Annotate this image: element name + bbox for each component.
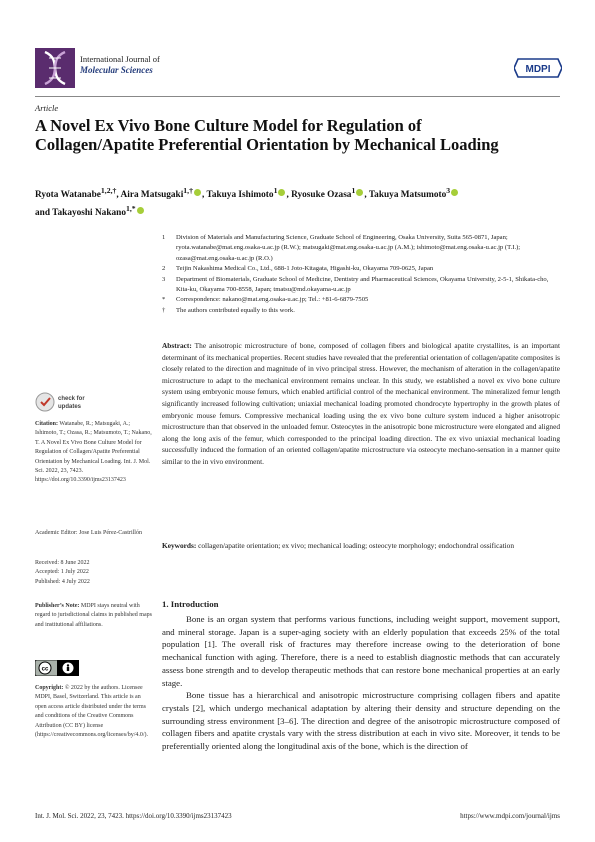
- author-name[interactable]: Ryota Watanabe: [35, 190, 101, 201]
- copyright-label: Copyright:: [35, 685, 64, 691]
- publisher-note: [35, 602, 153, 630]
- author-sup: 1,*: [125, 204, 136, 214]
- received-date: Received: 8 June 2022: [35, 560, 90, 566]
- affiliation-item: [162, 295, 562, 305]
- publisher-note-label: Publisher’s Note:: [35, 603, 80, 609]
- affiliation-text: Department of Biomaterials, Graduate School of Medicine, Dentistry and Pharmaceutical Sciences, Okayama University, 2-5-1, Shikata-cho, Kita-ku, Okayama 700-8558, Japan; tmatsu@md.okayama-u.ac.jp: [176, 275, 549, 294]
- svg-text:updates: updates: [58, 404, 82, 410]
- orcid-icon[interactable]: [451, 189, 458, 196]
- journal-logo-icon: [35, 48, 75, 88]
- publisher-note-text: MDPI stays neutral with regard to jurisdictional claims in published maps and institutional affiliations.: [35, 603, 152, 628]
- cc-by-license-icon[interactable]: [35, 660, 79, 676]
- citation-text: Watanabe, R.; Matsugaki, A.; Ishimoto, T.; Ozasa, R.; Matsumoto, T.; Nakano, T. A Novel Ex Vivo Bone Culture Model for Regulation of Collagen/Apatite Preferential Orientation by Mechanical Loading. Int. J. Mol. Sci. 2022, 23, 7423. https://doi.org/10.3390/ijms23137423: [35, 421, 152, 484]
- copyright-block: [35, 684, 153, 740]
- keywords-text: collagen/apatite orientation; ex vivo; mechanical loading; osteocyte morphology; endochondral ossification: [198, 541, 515, 550]
- affiliation-mark: 3: [162, 275, 166, 283]
- introduction-body: [162, 613, 560, 753]
- section-title: 1. Introduction: [162, 599, 219, 609]
- journal-name: [80, 54, 160, 76]
- affiliation-text: The authors contributed equally to this work.: [176, 306, 295, 314]
- svg-text:check for: check for: [58, 396, 85, 402]
- affiliation-text: Division of Materials and Manufacturing Science, Graduate School of Engineering, Osaka University, Suita 565-0871, Japan; ryota.watanabe@mat.eng.osaka-u.ac.jp (R.W.); matsugaki@mat.eng.osaka-u.ac.jp (A.M.); ishimoto@mat.eng.osaka-u.ac.jp (T.I.); ozasa@mat.eng.osaka-u.ac.jp (R.O.): [176, 234, 521, 262]
- author-name[interactable]: Takayoshi Nakano: [52, 208, 126, 219]
- copyright-text: © 2022 by the authors. Licensee MDPI, Basel, Switzerland. This article is an open access article distributed under the terms and conditions of the Creative Commons Attribution (CC BY) license (https://creativecommons.org/licenses/by/4.0/).: [35, 685, 149, 739]
- affiliation-mark: †: [162, 306, 166, 314]
- editor-block: [35, 529, 153, 538]
- affiliation-mark: 2: [162, 265, 166, 273]
- dates-block: [35, 559, 153, 587]
- editor-name: Jose Luis Pérez-Castrillón: [78, 530, 142, 536]
- orcid-icon[interactable]: [194, 189, 201, 196]
- affiliation-mark: 1: [162, 234, 166, 241]
- author-name[interactable]: Ryosuke Ozasa: [291, 190, 352, 201]
- affiliation-mark: *: [162, 296, 166, 304]
- abstract-text: The anisotropic microstructure of bone, composed of collagen fibers and biological apatite crystallites, is an important determinant of its mechanical properties. Recent studies have revealed that the preferential orientation of collagen/apatite composites is closely related to the direction and magnitude of in vivo principal stress. However, the mechanism of alteration in the collagen/apatite microstructure to adapt to the mechanical environment remains unclear. In this study, we established a novel ex vivo bone culture system using embryonic mouse femurs, which enabled artificial control of the mechanical environment. The mineralized femur length significantly increased following cultivation; uniaxial mechanical loading promoted chondrocyte hypertrophy in the growth plates of embryonic mouse femurs. Compressive mechanical loading using the ex vivo bone culture system induced a higher anisotropic microstructure than that observed in the unloaded femur. Osteocytes in the anisotropic bone microstructure were elongated and aligned along the long axis of the femur, which corresponded to the principal loading direction. The ex vivo uniaxial mechanical loading successfully induced the formation of an oriented collagen/apatite microstructure via osteocyte mechano-sensation in a manner quite similar to the in vivo environment.: [162, 341, 560, 466]
- author-name[interactable]: Takuya Matsumoto: [368, 190, 447, 201]
- journal-name-line1: International Journal of: [80, 54, 160, 64]
- affiliation-item: [162, 264, 562, 274]
- article-type: Article: [35, 103, 59, 113]
- affiliation-item: [162, 306, 562, 316]
- keywords-label: Keywords:: [162, 541, 197, 550]
- svg-text:cc: cc: [41, 666, 49, 673]
- author-sup: 1: [273, 186, 278, 195]
- author-name[interactable]: Takuya Ishimoto: [206, 190, 274, 201]
- author-sup: 3: [446, 186, 451, 195]
- check-for-updates-icon[interactable]: [35, 390, 95, 414]
- author-list: Ryota Watanabe$^{1,2,\dagger}$, Aira Matsugaki$^{1,\dagger}$ , Takuya Ishimoto$^1$ , Ryosuke Ozasa$^1$ , Takuya Matsumoto$^3$ and Takayoshi Nakano$^{1,*}$: [35, 184, 560, 220]
- intro-paragraph: Bone tissue has a hierarchical and anisotropic microstructure comprising collagen fibers and apatite crystals [2], which undergo mechanical adaptation by altering their density and structure depending on the surrounding stress environment [3–6]. The direction and degree of the anisotropic microstructure composed of collagen fibers and apatite crystals vary with the stress distribution at each in vivo site. Moreover, it tends to be preferentially oriented along the longitudinal axis of the bone, which is the direction of: [162, 690, 560, 752]
- abstract: [162, 340, 560, 468]
- page-footer: [35, 812, 560, 820]
- affiliation-item: [162, 233, 562, 264]
- author-sup: 1,†: [183, 186, 193, 195]
- affiliation-text: Correspondence: nakano@mat.eng.osaka-u.ac.jp; Tel.: +81-6-6879-7505: [176, 296, 369, 304]
- citation-block: [35, 420, 153, 486]
- accepted-date: Accepted: 1 July 2022: [35, 569, 89, 576]
- header-divider: [35, 96, 560, 97]
- orcid-icon[interactable]: [137, 207, 144, 214]
- author-name[interactable]: Aira Matsugaki: [120, 190, 184, 201]
- abstract-label: Abstract:: [162, 341, 192, 350]
- affiliation-item: [162, 275, 562, 296]
- keywords: [162, 540, 560, 552]
- author-sup: 1: [351, 186, 356, 195]
- citation-label: Citation:: [35, 421, 58, 427]
- affiliations: [162, 233, 562, 316]
- journal-name-line2: Molecular Sciences: [80, 65, 153, 75]
- author-sup: 1,2,†: [100, 186, 117, 195]
- intro-paragraph: Bone is an organ system that performs various functions, including weight support, movement support, and mineral storage. Japan is a super-aging society with an elderly population that exceeds 25% of the total population [1]. The overall risk of fractures may therefore increase owing to the deterioration of bone mechanical function with aging. Therefore, there is a need to establish diagnostic methods that can accurately assess bone strength and to develop therapeutic methods that can restore bone mechanical properties at an early stage.: [162, 614, 560, 688]
- orcid-icon[interactable]: [278, 189, 285, 196]
- footer-citation[interactable]: Int. J. Mol. Sci. 2022, 23, 7423. https://doi.org/10.3390/ijms23137423: [35, 812, 232, 820]
- orcid-icon[interactable]: [356, 189, 363, 196]
- footer-journal-url[interactable]: https://www.mdpi.com/journal/ijms: [460, 812, 560, 820]
- editor-label: Academic Editor:: [35, 530, 78, 536]
- paper-title: A Novel Ex Vivo Bone Culture Model for Regulation of Collagen/Apatite Preferential Orientation by Mechanical Loading: [35, 116, 499, 154]
- published-date: Published: 4 July 2022: [35, 578, 90, 585]
- affiliation-text: Teijin Nakashima Medical Co., Ltd., 688-1 Joto-Kitagata, Higashi-ku, Okayama 709-0625, Japan: [176, 265, 434, 273]
- mdpi-logo-text: MDPI: [525, 64, 551, 75]
- mdpi-logo-icon[interactable]: [514, 57, 562, 79]
